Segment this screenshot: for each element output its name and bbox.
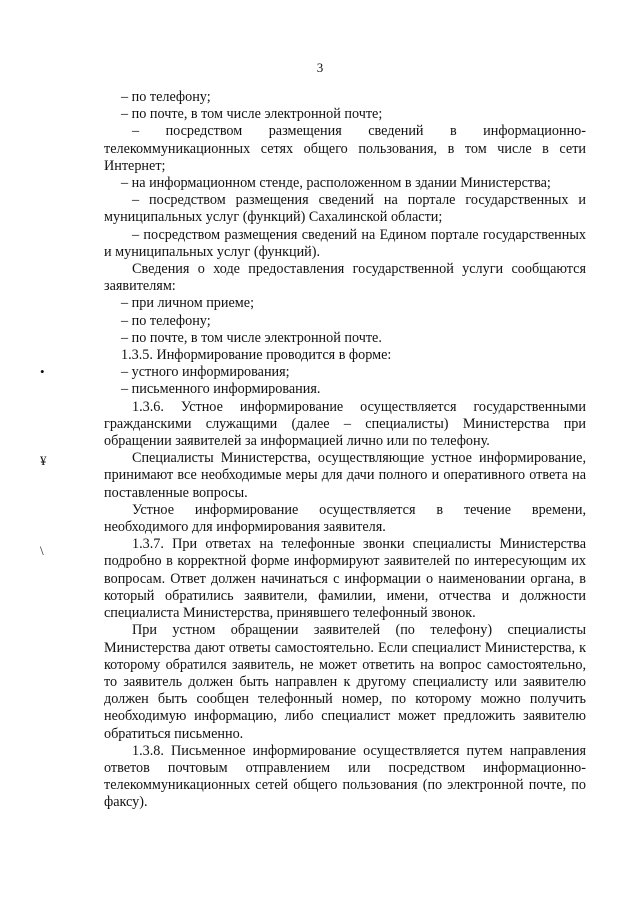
paragraph: Устное информирование осуществляется в течение времени, необходимого для информирования заявителя.: [104, 501, 586, 536]
paragraph: 1.3.7. При ответах на телефонные звонки специалисты Министерства подробно в корректной форме информируют заявителей по интересующим их вопросам. Ответ должен начинаться с информации о наименовании органа, в который обратились заявители, фамилии, имени, отчества и должности специалиста Министерства, принявшего телефонный звонок.: [104, 536, 586, 622]
list-item: – устного информирования;: [121, 364, 290, 381]
paragraph: Сведения о ходе предоставления государственной услуги сообщаются заявителям:: [104, 261, 586, 295]
paragraph: Специалисты Министерства, осуществляющие устное информирование, принимают все необходимые меры для дачи полного и оперативного ответа на поставленные вопросы.: [104, 450, 586, 501]
list-item: – посредством размещения сведений в информационно-телекоммуникационных сетях общего пользования, в том числе в сети Интернет;: [104, 123, 586, 174]
list-item: – на информационном стенде, расположенном в здании Министерства;: [121, 175, 551, 192]
list-item: – письменного информирования.: [121, 381, 321, 398]
page-number: 3: [316, 60, 324, 75]
margin-mark: •: [40, 364, 45, 379]
paragraph: 1.3.6. Устное информирование осуществляется государственными гражданскими служащими (далее – специалисты) Министерства при обращении заявителей за информацией лично или по телефону.: [104, 398, 586, 450]
list-item: – по телефону;: [121, 89, 211, 105]
list-item: – по телефону;: [121, 312, 211, 329]
list-item: – при личном приеме;: [121, 295, 255, 312]
margin-mark: \: [40, 543, 44, 558]
paragraph: При устном обращении заявителей (по телефону) специалисты Министерства дают ответы самостоятельно. Если специалист Министерства, к которому обратился заявитель, не может ответить на вопрос самостоятельно, то заявитель должен быть направлен к другому специалисту или заявителю должен быть сообщен телефонный номер, по которому можно получить необходимую информацию, либо специалист может предложить заявителю обратиться письменно.: [104, 622, 586, 742]
paragraph: 1.3.8. Письменное информирование осуществляется путем направления ответов почтовым отправлением или посредством информационно-телекоммуникационных сетей общего пользования (по электронной почте, по факсу).: [104, 742, 586, 811]
list-item: – посредством размещения сведений на портале государственных и муниципальных услуг (функций) Сахалинской области;: [104, 192, 586, 226]
document-body: [104, 89, 586, 812]
section-heading: 1.3.5. Информирование проводится в форме:: [121, 347, 392, 364]
list-item: – посредством размещения сведений на Едином портале государственных и муниципальных услуг (функций).: [104, 226, 586, 260]
margin-mark: ¥: [40, 453, 47, 468]
list-item: – по почте, в том числе электронной почте.: [121, 329, 382, 346]
list-item: – по почте, в том числе электронной почте;: [121, 106, 383, 123]
